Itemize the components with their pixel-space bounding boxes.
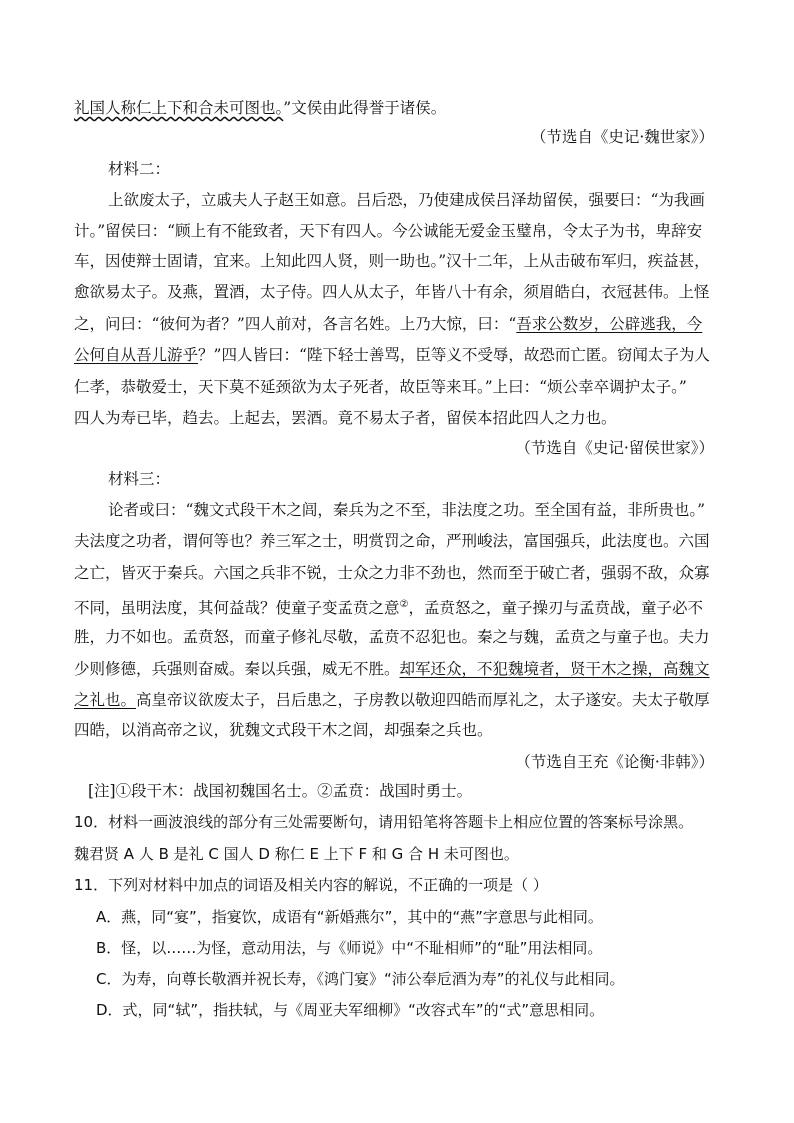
passage2-line: 四人为寿已毕，趋去。上起去，罢酒。竟不易太子者，留侯本招此四人之力也。 (74, 409, 617, 427)
option-b: B．怪，以……为怪，意动用法，与《师说》中“不耻相师”的“耻”用法相同。 (96, 939, 603, 957)
passage2-line: 公何自从吾儿游乎？”四人皆曰：“陛下轻士善骂，臣等义不受辱，故恐而亡匿。窃闻太子为人 (74, 346, 710, 364)
footnote-marker: ② (399, 599, 409, 610)
passage2-line: 上欲废太子，立戚夫人子赵王如意。吕后恐，乃使建成侯吕泽劫留侯，强要曰：“为我画 (108, 191, 705, 209)
question-10-answer-line: 魏君贤 A 人 B 是礼 C 国人 D 称仁 E 上下 F 和 G 合 H 未可图也。 (74, 845, 519, 863)
passage2-heading: 材料二： (108, 160, 171, 178)
source-citation: （节选自《史记·魏世家》） (530, 128, 714, 146)
passage3-line: 不同，虽明法度，其何益哉？使童子变孟贲之意②，孟贲怒之，童子操刃与孟贲战，童子必不 (74, 599, 703, 618)
passage1-tail: 礼国人称仁上下和合未可图也。”文侯由此得誉于诸侯。 (74, 99, 447, 117)
passage2-line: 愈欲易太子。及燕，置酒，太子侍。四人从太子，年皆八十有余，须眉皓白，衣冠甚伟。上怪 (74, 283, 710, 301)
underlined-text: 吾求公数岁，公辟逃我，今 (516, 315, 703, 333)
passage3-line: 少则修德，兵强则奋威。秦以兵强，威无不胜。却军还众，不犯魏境者，贤干木之操，高魏文 (74, 660, 710, 678)
underlined-text: 却军还众，不犯魏境者，贤干木之操，高魏文 (399, 660, 710, 678)
option-a: A．燕，同“宴”，指宴饮，成语有“新婚燕尔”，其中的“燕”字意思与此相同。 (96, 908, 603, 926)
passage3-line: 夫法度之功者，谓何等也？养三军之士，明赏罚之命，严刑峻法，富国强兵，此法度也。六国 (74, 532, 710, 550)
option-d: D．式，同“轼”，指扶轼，与《周亚夫军细柳》“改容式车”的“式”意思相同。 (96, 1001, 605, 1019)
question-11-stem: 11．下列对材料中加点的词语及相关内容的解说，不正确的一项是（ ） (74, 876, 548, 894)
passage3-line: 四皓，以消高帝之议，犹魏文式段干木之闾，却强秦之兵也。 (74, 721, 493, 739)
underlined-text: 之礼也。 (74, 691, 137, 709)
question-10-stem: 10．材料一画波浪线的部分有三处需要断句，请用铅笔将答题卡上相应位置的答案标号涂黑。 (74, 813, 694, 831)
passage2-line: 之，问曰：“彼何为者？”四人前对，各言名姓。上乃大惊，曰：“吾求公数岁，公辟逃我，今 (74, 315, 703, 333)
passage2-line: 车，因使辩士固请，宜来。上知此四人贤，则一助也。”汉十二年，上从击破布军归，疾益甚， (74, 252, 710, 270)
annotation-notes: [注]①段干木：战国初魏国名士。②孟贲：战国时勇士。 (88, 782, 473, 800)
underlined-text: 公何自从吾儿游乎 (74, 346, 199, 364)
passage3-line: 胜，力不如也。孟贲怒，而童子修礼尽敬，孟贲不忍犯也。秦之与魏，孟贲之与童子也。夫力 (74, 628, 710, 646)
source-citation: （节选自《史记·留侯世家》） (515, 439, 714, 457)
passage3-line: 之礼也。高皇帝议欲废太子，吕后患之，子房教以敬迎四皓而厚礼之，太子遂安。夫太子敬厚 (74, 691, 710, 709)
passage2-line: 计。”留侯曰：“顾上有不能致者，天下有四人。今公诚能无爱金玉璧帛，令太子为书，卑辞安 (74, 222, 703, 240)
wavy-underlined-text: 礼国人称仁上下和合未可图也。 (74, 99, 284, 117)
passage3-line: 之亡，皆灭于秦兵。六国之兵非不锐，士众之力非不劲也，然而至于破亡者，强弱不敌，众寡 (74, 564, 710, 582)
passage3-line: 论者或曰：“魏文式段干木之闾，秦兵为之不至，非法度之功。至全国有益，非所贵也。” (108, 501, 706, 519)
source-citation: （节选自王充《论衡·非韩》） (515, 753, 714, 771)
passage3-heading: 材料三： (108, 470, 171, 488)
passage2-line: 仁孝，恭敬爱士，天下莫不延颈欲为太子死者，故臣等来耳。”上曰：“烦公幸卒调护太子。” (74, 378, 687, 396)
option-c: C．为寿，向尊长敬酒并祝长寿，《鸿门宴》“沛公奉卮酒为寿”的礼仪与此相同。 (96, 970, 625, 988)
